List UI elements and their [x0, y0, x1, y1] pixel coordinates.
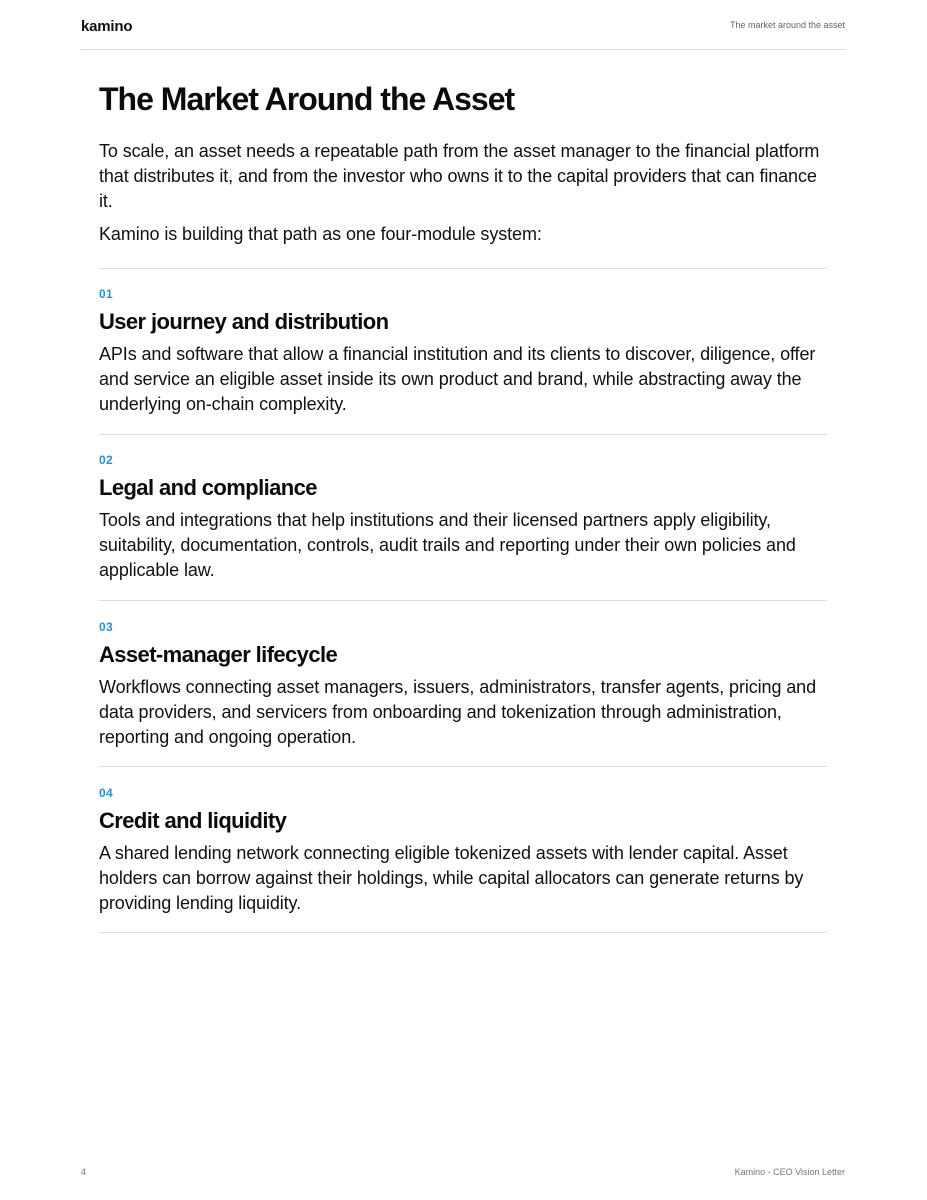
- page-number: 4: [81, 1167, 87, 1177]
- page-title: The Market Around the Asset: [99, 81, 515, 117]
- section-divider: [99, 268, 827, 269]
- lead-paragraph: Kamino is building that path as one four-module system:: [99, 224, 542, 244]
- module-description: APIs and software that allow a financial institution and its clients to discover, diligence, offer and service an eligible asset inside its own product and brand, while abstracting away the underlying on-chain complexity.: [99, 344, 816, 414]
- module-item: [99, 453, 831, 583]
- module-number: 03: [99, 620, 113, 634]
- module-title: Legal and compliance: [99, 475, 317, 500]
- module-number: 04: [99, 786, 113, 800]
- module-description: A shared lending network connecting eligible tokenized assets with lender capital. Asset holders can borrow against their holdings, while capital allocators can generate returns by providing lending liquidity.: [99, 843, 804, 913]
- module-title: Asset-manager lifecycle: [99, 642, 338, 667]
- header-section-label: The market around the asset: [729, 20, 845, 30]
- section-divider: [99, 600, 827, 601]
- kamino-logo: kamino: [81, 18, 133, 35]
- module-number: 01: [99, 287, 113, 301]
- module-item: [99, 786, 831, 916]
- section-divider: [99, 766, 827, 767]
- module-title: User journey and distribution: [99, 309, 389, 334]
- intro-paragraph: To scale, an asset needs a repeatable path from the asset manager to the financial platform that distributes it, and from the investor who owns it to the capital providers that can finance it.: [99, 141, 820, 211]
- module-description: Tools and integrations that help institutions and their licensed partners apply eligibility, suitability, documentation, controls, audit trails and reporting under their own policies and applicable law.: [99, 510, 796, 580]
- module-item: [99, 287, 831, 417]
- module-number: 02: [99, 453, 113, 467]
- section-divider: [99, 434, 827, 435]
- module-description: Workflows connecting asset managers, issuers, administrators, transfer agents, pricing and data providers, and servicers from onboarding and tokenization through administration, reporting and ongoing operation.: [99, 677, 816, 747]
- module-item: [99, 620, 831, 750]
- section-divider: [99, 932, 827, 933]
- header-divider: [81, 49, 846, 50]
- module-title: Credit and liquidity: [99, 808, 287, 833]
- footer-document-title: Kamino - CEO Vision Letter: [734, 1167, 845, 1177]
